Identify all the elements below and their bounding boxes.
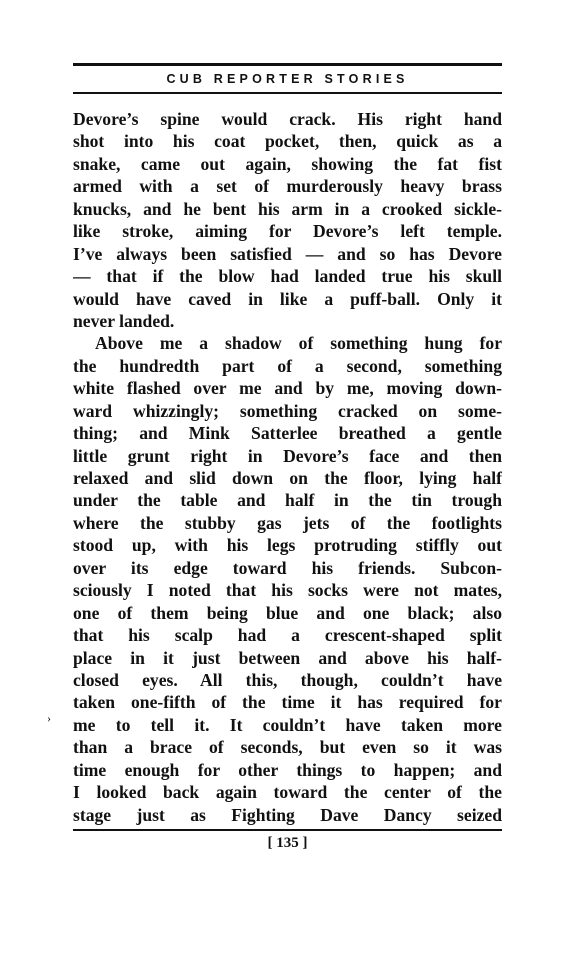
text-line: armed with a set of murderously heavy brass — [73, 176, 502, 197]
text-line: I looked back again toward the center of the — [73, 782, 502, 803]
text-line: closed eyes. All this, though, couldn’t have — [73, 669, 502, 690]
header-top-rule — [73, 63, 502, 66]
text-line: shot into his coat pocket, then, quick as a — [73, 131, 502, 152]
text-line: me to tell it. It couldn’t have taken more — [73, 714, 502, 735]
text-line: over its edge toward his friends. Subcon- — [73, 557, 502, 578]
text-line: sciously I noted that his socks were not mates, — [73, 580, 502, 601]
text-line: the hundredth part of a second, something — [73, 355, 502, 376]
text-line: snake, came out again, showing the fat fist — [73, 153, 502, 174]
text-line: Above me a shadow of something hung for — [95, 333, 502, 354]
text-line: ward whizzingly; something cracked on some- — [73, 400, 502, 421]
text-line: than a brace of seconds, but even so it was — [73, 737, 502, 758]
page-number: [ 135 ] — [267, 835, 308, 851]
text-line: never landed. — [73, 310, 175, 331]
body-text — [73, 108, 502, 826]
text-line: little grunt right in Devore’s face and then — [73, 445, 502, 466]
text-line: taken one-fifth of the time it has required for — [73, 692, 502, 713]
text-line: relaxed and slid down on the floor, lying half — [73, 468, 502, 488]
text-line: I’ve always been satisfied — and so has Devore — [73, 243, 502, 264]
text-line: one of them being blue and one black; also — [73, 602, 502, 623]
text-line: — that if the blow had landed true his skull — [73, 266, 502, 287]
text-line: like stroke, aiming for Devore’s left temple. — [73, 221, 502, 242]
text-line: stage just as Fighting Dave Dancy seized — [73, 804, 502, 825]
text-line: that his scalp had a crescent-shaped split — [73, 625, 502, 646]
text-line: would have caved in like a puff-ball. Only it — [73, 288, 502, 309]
text-line: thing; and Mink Satterlee breathed a gentle — [73, 423, 502, 444]
text-line: knucks, and he bent his arm in a crooked sickle- — [73, 198, 502, 219]
running-head: CUB REPORTER STORIES — [166, 72, 409, 86]
header-bottom-rule — [73, 92, 502, 94]
text-line: where the stubby gas jets of the footlights — [73, 512, 502, 533]
text-line: stood up, with his legs protruding stiffly out — [73, 535, 502, 556]
footer-rule — [73, 829, 502, 831]
text-line: white flashed over me and by me, moving down- — [73, 378, 502, 399]
text-line: place in it just between and above his half- — [73, 647, 502, 668]
text-line: time enough for other things to happen; and — [73, 759, 502, 780]
margin-mark: › — [47, 711, 51, 725]
text-line: Devore’s spine would crack. His right hand — [73, 109, 502, 129]
text-line: under the table and half in the tin trough — [73, 490, 502, 511]
